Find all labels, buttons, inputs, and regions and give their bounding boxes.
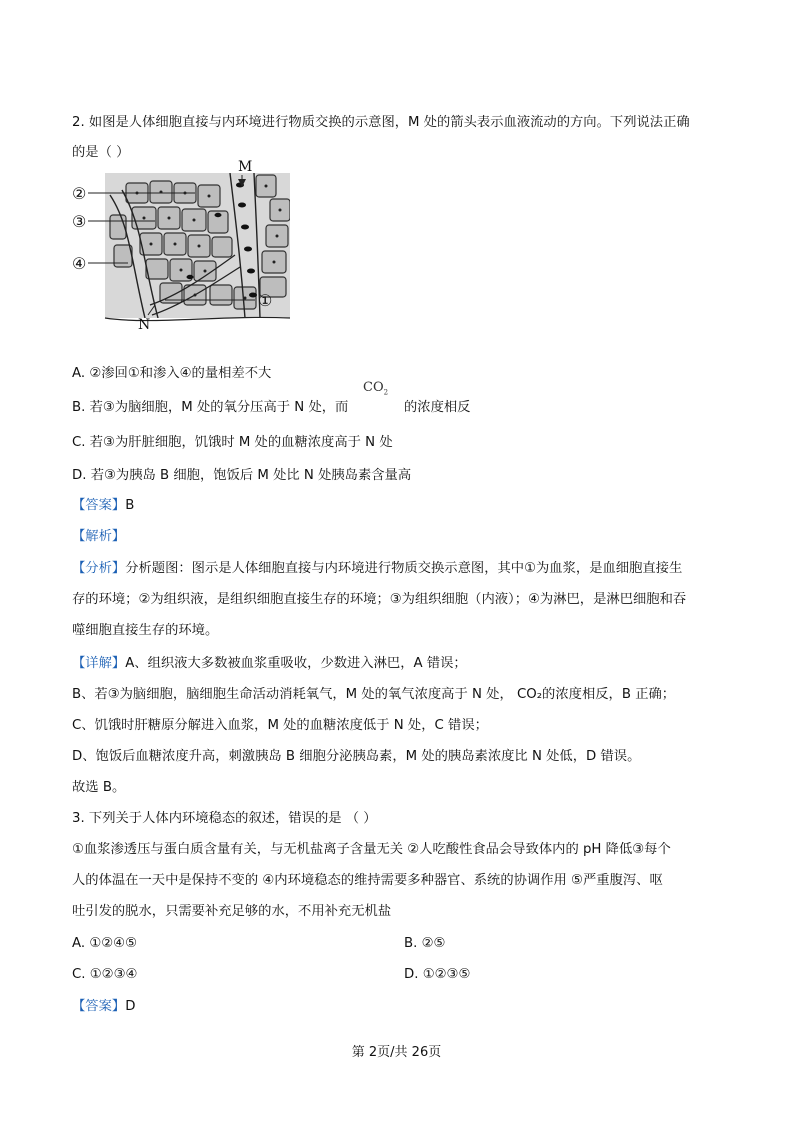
label-1: ① (258, 291, 273, 310)
q2-detail-line3: C、饥饿时肝糖原分解进入血浆，M 处的血糖浓度低于 N 处，C 错误； (72, 718, 488, 733)
q2-answer: 【答案】B (72, 498, 135, 513)
q3-item-line1: ①血浆渗透压与蛋白质含量有关，与无机盐离子含量无关 ②人吃酸性食品会导致体内的 pH 降低③每个 (72, 842, 671, 857)
label-n: N (138, 317, 151, 333)
q2-option-a: A. ②渗回①和渗入④的量相差不大 (72, 366, 272, 381)
q3-option-c: C. ①②③④ (72, 967, 138, 982)
label-4: ④ (72, 254, 87, 273)
q3-stem: 3. 下列关于人体内环境稳态的叙述，错误的是 （ ） (72, 811, 377, 826)
q2-detail-line5: 故选 B。 (72, 780, 126, 795)
label-3: ③ (72, 212, 87, 231)
q2-detail-line4: D、饱饭后血糖浓度升高，刺激胰岛 B 细胞分泌胰岛素，M 处的胰岛素浓度比 N 处低，D 错误。 (72, 749, 641, 764)
cell-exchange-diagram (70, 155, 300, 335)
q2-detail-line1: 【详解】A、组织液大多数被血浆重吸收，少数进入淋巴，A 错误； (72, 656, 467, 671)
q2-stem-line2: 的是（ ） (72, 145, 130, 160)
q2-fenxi-line1: 【分析】分析题图：图示是人体细胞直接与内环境进行物质交换示意图，其中①为血浆，是血细胞直接生 (72, 561, 683, 576)
q3-option-a: A. ①②④⑤ (72, 936, 137, 951)
q3-answer: 【答案】D (72, 999, 136, 1014)
q2-detail-line2: B、若③为脑细胞，脑细胞生命活动消耗氧气，M 处的氧气浓度高于 N 处， CO₂的浓度相反，B 正确； (72, 687, 676, 702)
label-m: M (238, 159, 253, 175)
q2-option-d: D. 若③为胰岛 B 细胞，饱饭后 M 处比 N 处胰岛素含量高 (72, 468, 412, 483)
q2-fenxi-line2: 存的环境；②为组织液，是组织细胞直接生存的环境；③为组织细胞（内液）；④为淋巴，是淋巴细胞和吞 (72, 592, 687, 607)
q2-option-b-pre: B. 若③为脑细胞，M 处的氧分压高于 N 处，而 (72, 400, 349, 415)
q3-item-line2: 人的体温在一天中是保持不变的 ④内环境稳态的维持需要多种器官、系统的协调作用 ⑤严重腹泻、呕 (72, 873, 663, 888)
q3-item-line3: 吐引发的脱水，只需要补充足够的水，不用补充无机盐 (72, 904, 392, 919)
co2-formula: $CO_2$ (363, 380, 389, 397)
q3-option-d: D. ①②③⑤ (404, 967, 471, 982)
q2-fenxi-line3: 噬细胞直接生存的环境。 (72, 623, 219, 638)
q2-option-c: C. 若③为肝脏细胞，饥饿时 M 处的血糖浓度高于 N 处 (72, 435, 393, 450)
q3-option-b: B. ②⑤ (404, 936, 446, 951)
label-2: ② (72, 184, 87, 203)
page-footer: 第 2页/共 26页 (351, 1045, 442, 1060)
q2-analysis-tag: 【解析】 (72, 529, 126, 544)
q2-option-b-post: 的浓度相反 (404, 400, 471, 415)
q2-stem-line1: 2. 如图是人体细胞直接与内环境进行物质交换的示意图，M 处的箭头表示血液流动的方向。下列说法正确 (72, 115, 690, 130)
